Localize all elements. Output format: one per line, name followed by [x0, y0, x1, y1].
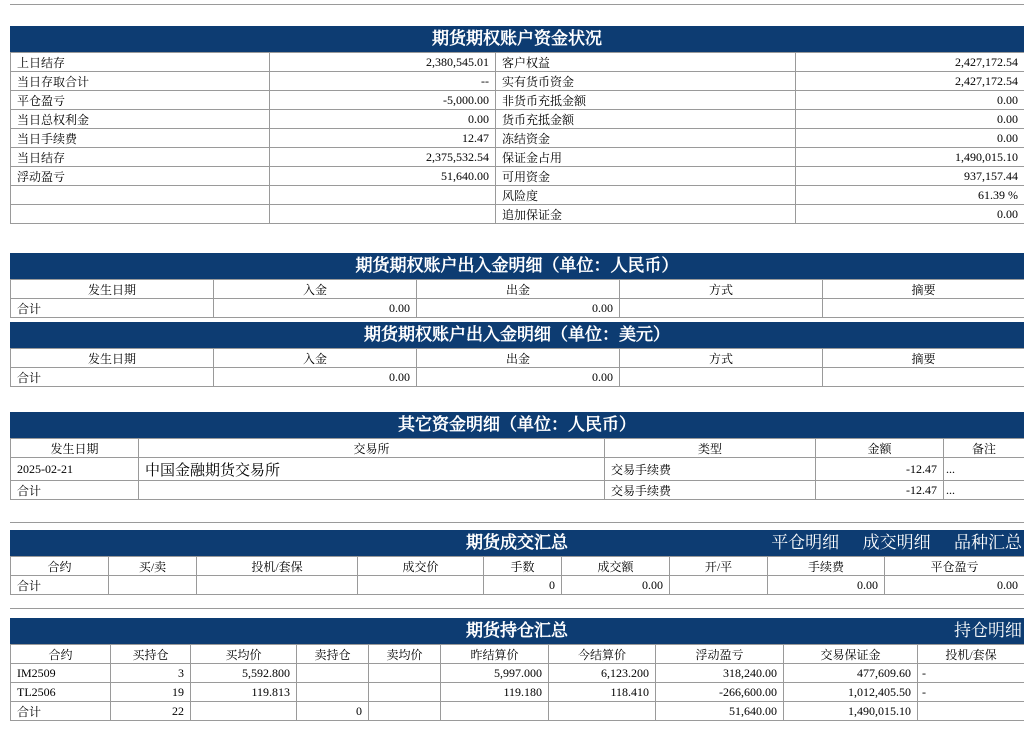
position-sell — [297, 683, 369, 702]
total-label: 合计 — [11, 576, 109, 595]
total-label: 合计 — [11, 368, 214, 387]
position-hedge: - — [918, 683, 1024, 702]
trade-detail-link[interactable]: 成交明细 — [862, 533, 931, 553]
col-header: 出金 — [417, 349, 620, 368]
other-funds-title: 其它资金明细（单位：人民币） — [398, 415, 636, 435]
col-header: 发生日期 — [11, 349, 214, 368]
account-label-left: 当日存取合计 — [11, 72, 270, 91]
total-pnl: 51,640.00 — [656, 702, 784, 721]
account-value-right: 2,427,172.54 — [796, 72, 1024, 91]
table-row — [11, 683, 1024, 702]
total-method — [620, 299, 823, 318]
account-value-right: 0.00 — [796, 129, 1024, 148]
position-margin: 477,609.60 — [784, 664, 918, 683]
table-header-row — [11, 439, 1024, 458]
table-header-row — [11, 280, 1024, 299]
position-summary-section — [10, 618, 1024, 721]
account-label-right: 客户权益 — [496, 53, 796, 72]
empty-cell — [670, 576, 768, 595]
table-header-row — [11, 645, 1024, 664]
position-contract: IM2509 — [11, 664, 111, 683]
total-label: 合计 — [11, 481, 139, 500]
position-today: 6,123.200 — [549, 664, 656, 683]
position-summary-header — [10, 618, 1024, 644]
col-header: 方式 — [620, 280, 823, 299]
cny-inout-table — [10, 279, 1024, 318]
total-note: ... — [944, 481, 1024, 500]
trade-summary-section — [10, 530, 1024, 595]
total-buy: 22 — [111, 702, 191, 721]
col-header: 今结算价 — [549, 645, 656, 664]
account-value-left — [270, 186, 496, 205]
col-header: 成交额 — [562, 557, 670, 576]
total-summary — [823, 368, 1024, 387]
table-row — [11, 129, 1024, 148]
table-row — [11, 72, 1024, 91]
account-label-left: 当日结存 — [11, 148, 270, 167]
account-label-left — [11, 205, 270, 224]
account-value-right: 0.00 — [796, 205, 1024, 224]
total-row — [11, 299, 1024, 318]
empty-cell — [197, 576, 358, 595]
col-header: 买均价 — [191, 645, 297, 664]
close-detail-link[interactable]: 平仓明细 — [771, 533, 840, 553]
other-funds-header — [10, 412, 1024, 438]
account-value-left: -- — [270, 72, 496, 91]
total-amount: -12.47 — [816, 481, 944, 500]
product-summary-link[interactable]: 品种汇总 — [954, 533, 1022, 553]
account-value-left: -5,000.00 — [270, 91, 496, 110]
col-header: 手数 — [484, 557, 562, 576]
account-value-left: 2,380,545.01 — [270, 53, 496, 72]
top-divider — [10, 0, 1024, 5]
account-status-section — [10, 26, 1024, 224]
position-contract: TL2506 — [11, 683, 111, 702]
col-header: 类型 — [605, 439, 816, 458]
account-label-right: 货币充抵金额 — [496, 110, 796, 129]
col-header: 入金 — [214, 349, 417, 368]
col-header: 合约 — [11, 645, 111, 664]
account-value-right: 2,427,172.54 — [796, 53, 1024, 72]
col-header: 开/平 — [670, 557, 768, 576]
position-hedge: - — [918, 664, 1024, 683]
empty-cell — [918, 702, 1024, 721]
account-label-right: 保证金占用 — [496, 148, 796, 167]
table-header-row — [11, 557, 1024, 576]
account-label-left: 上日结存 — [11, 53, 270, 72]
section-divider — [10, 522, 1024, 523]
total-row — [11, 702, 1024, 721]
col-header: 成交价 — [358, 557, 484, 576]
account-value-left: 12.47 — [270, 129, 496, 148]
col-header: 合约 — [11, 557, 109, 576]
col-header: 浮动盈亏 — [656, 645, 784, 664]
fund-date: 2025-02-21 — [11, 458, 139, 481]
total-fee: 0.00 — [768, 576, 885, 595]
total-row — [11, 368, 1024, 387]
fund-note: ... — [944, 458, 1024, 481]
col-header: 买持仓 — [111, 645, 191, 664]
table-row — [11, 458, 1024, 481]
col-header: 入金 — [214, 280, 417, 299]
account-label-left: 当日手续费 — [11, 129, 270, 148]
table-row — [11, 91, 1024, 110]
col-header: 卖均价 — [369, 645, 441, 664]
table-row — [11, 167, 1024, 186]
table-row — [11, 205, 1024, 224]
position-prev: 119.180 — [441, 683, 549, 702]
total-row — [11, 576, 1024, 595]
total-in: 0.00 — [214, 368, 417, 387]
account-label-left — [11, 186, 270, 205]
other-funds-section — [10, 412, 1024, 500]
position-detail-link[interactable]: 持仓明细 — [954, 621, 1022, 641]
col-header: 交易所 — [139, 439, 605, 458]
cny-inout-title: 期货期权账户出入金明细（单位：人民币） — [355, 256, 679, 276]
fund-amount: -12.47 — [816, 458, 944, 481]
account-label-left: 浮动盈亏 — [11, 167, 270, 186]
cny-inout-section — [10, 253, 1024, 318]
account-value-left — [270, 205, 496, 224]
fund-type: 交易手续费 — [605, 458, 816, 481]
account-status-header — [10, 26, 1024, 52]
trade-summary-links — [753, 530, 1022, 556]
total-sell: 0 — [297, 702, 369, 721]
account-label-right: 实有货币资金 — [496, 72, 796, 91]
account-value-right: 0.00 — [796, 110, 1024, 129]
col-header: 发生日期 — [11, 280, 214, 299]
table-row — [11, 186, 1024, 205]
total-label: 合计 — [11, 299, 214, 318]
position-today: 118.410 — [549, 683, 656, 702]
col-header: 金额 — [816, 439, 944, 458]
trade-summary-table — [10, 556, 1024, 595]
account-label-right: 可用资金 — [496, 167, 796, 186]
account-value-left: 51,640.00 — [270, 167, 496, 186]
total-in: 0.00 — [214, 299, 417, 318]
account-label-left: 平仓盈亏 — [11, 91, 270, 110]
col-header: 昨结算价 — [441, 645, 549, 664]
position-sell-avg — [369, 664, 441, 683]
col-header: 平仓盈亏 — [885, 557, 1024, 576]
col-header: 投机/套保 — [918, 645, 1024, 664]
total-summary — [823, 299, 1024, 318]
col-header: 发生日期 — [11, 439, 139, 458]
account-status-title: 期货期权账户资金状况 — [432, 29, 602, 49]
account-label-right: 风险度 — [496, 186, 796, 205]
position-pnl: -266,600.00 — [656, 683, 784, 702]
account-value-left: 2,375,532.54 — [270, 148, 496, 167]
total-exchange — [139, 481, 605, 500]
total-amount: 0.00 — [562, 576, 670, 595]
position-summary-title: 期货持仓汇总 — [466, 621, 568, 641]
position-prev: 5,997.000 — [441, 664, 549, 683]
col-header: 备注 — [944, 439, 1024, 458]
section-divider — [10, 608, 1024, 609]
account-label-right: 非货币充抵金额 — [496, 91, 796, 110]
total-out: 0.00 — [417, 299, 620, 318]
position-summary-links — [936, 618, 1022, 644]
position-buy-avg: 5,592.800 — [191, 664, 297, 683]
fund-exchange: 中国金融期货交易所 — [139, 458, 605, 481]
empty-cell — [441, 702, 549, 721]
position-buy-avg: 119.813 — [191, 683, 297, 702]
position-sell-avg — [369, 683, 441, 702]
trade-summary-title: 期货成交汇总 — [466, 533, 568, 553]
total-margin: 1,490,015.10 — [784, 702, 918, 721]
total-method — [620, 368, 823, 387]
account-status-table — [10, 52, 1024, 224]
account-label-right: 冻结资金 — [496, 129, 796, 148]
empty-cell — [369, 702, 441, 721]
table-row — [11, 53, 1024, 72]
usd-inout-header — [10, 322, 1024, 348]
account-label-right: 追加保证金 — [496, 205, 796, 224]
table-row — [11, 664, 1024, 683]
account-value-right: 937,157.44 — [796, 167, 1024, 186]
col-header: 卖持仓 — [297, 645, 369, 664]
account-label-left: 当日总权利金 — [11, 110, 270, 129]
col-header: 摘要 — [823, 280, 1024, 299]
total-pnl: 0.00 — [885, 576, 1024, 595]
col-header: 交易保证金 — [784, 645, 918, 664]
trade-summary-header — [10, 530, 1024, 556]
position-pnl: 318,240.00 — [656, 664, 784, 683]
position-buy: 3 — [111, 664, 191, 683]
usd-inout-section — [10, 322, 1024, 387]
table-row — [11, 148, 1024, 167]
total-row — [11, 481, 1024, 500]
col-header: 出金 — [417, 280, 620, 299]
position-buy: 19 — [111, 683, 191, 702]
usd-inout-title: 期货期权账户出入金明细（单位：美元） — [364, 325, 670, 345]
cny-inout-header — [10, 253, 1024, 279]
empty-cell — [549, 702, 656, 721]
total-label: 合计 — [11, 702, 111, 721]
table-row — [11, 110, 1024, 129]
account-value-right: 61.39 % — [796, 186, 1024, 205]
table-header-row — [11, 349, 1024, 368]
account-value-right: 0.00 — [796, 91, 1024, 110]
empty-cell — [358, 576, 484, 595]
position-summary-table — [10, 644, 1024, 721]
total-lots: 0 — [484, 576, 562, 595]
col-header: 方式 — [620, 349, 823, 368]
col-header: 买/卖 — [109, 557, 197, 576]
total-type: 交易手续费 — [605, 481, 816, 500]
total-out: 0.00 — [417, 368, 620, 387]
account-value-right: 1,490,015.10 — [796, 148, 1024, 167]
col-header: 手续费 — [768, 557, 885, 576]
position-margin: 1,012,405.50 — [784, 683, 918, 702]
col-header: 投机/套保 — [197, 557, 358, 576]
col-header: 摘要 — [823, 349, 1024, 368]
account-value-left: 0.00 — [270, 110, 496, 129]
position-sell — [297, 664, 369, 683]
other-funds-table — [10, 438, 1024, 500]
empty-cell — [109, 576, 197, 595]
empty-cell — [191, 702, 297, 721]
usd-inout-table — [10, 348, 1024, 387]
